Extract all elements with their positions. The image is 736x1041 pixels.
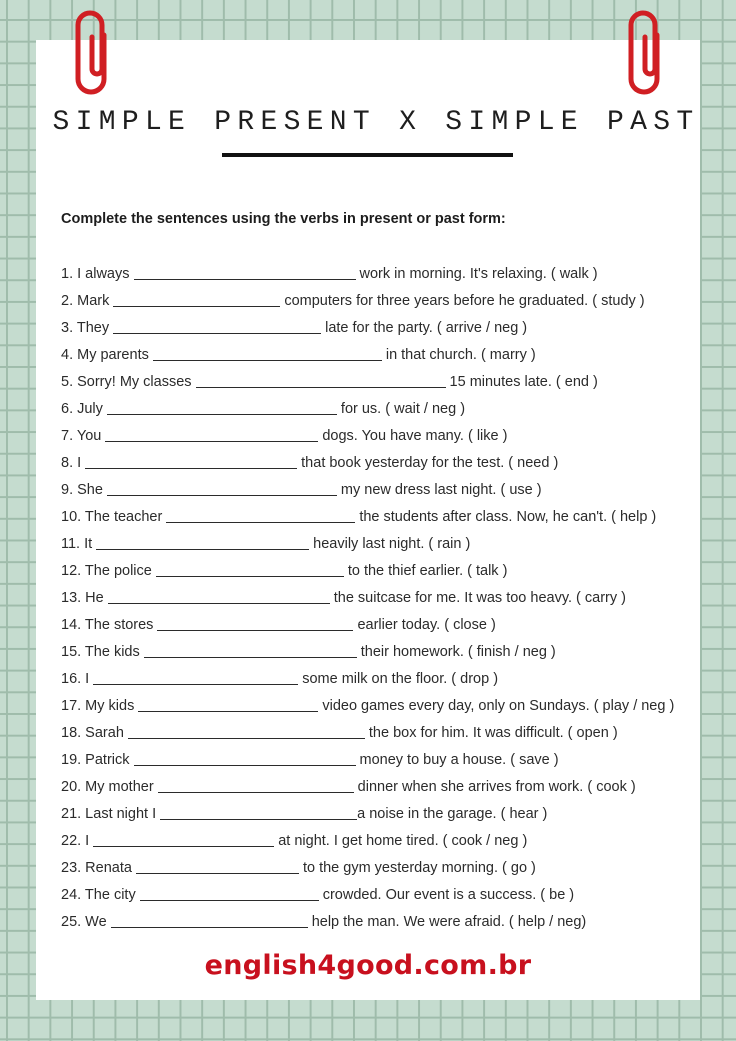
title-underline	[222, 153, 513, 157]
paperclip-icon	[70, 5, 116, 95]
exercise-item	[61, 399, 674, 426]
exercise-item	[61, 669, 674, 696]
answer-blank[interactable]	[113, 318, 321, 334]
sentence-end: the suitcase for me. It was too heavy. ( carry )	[333, 590, 626, 606]
sentence-start: 21. Last night I	[61, 806, 157, 822]
exercise-item	[61, 453, 674, 480]
sentence-end: at night. I get home tired. ( cook / neg )	[278, 833, 528, 849]
sentence-end: work in morning. It's relaxing. ( walk )	[359, 266, 598, 282]
sentence-start: 5. Sorry! My classes	[61, 374, 192, 390]
sentence-end: the box for him. It was difficult. ( open )	[368, 725, 618, 741]
sentence-end: that book yesterday for the test. ( need )	[301, 455, 559, 471]
sentence-start: 14. The stores	[61, 617, 154, 633]
page-title: SIMPLE PRESENT X SIMPLE PAST	[52, 107, 700, 138]
exercise-item	[61, 858, 674, 885]
sentence-end: some milk on the floor. ( drop )	[302, 671, 499, 687]
sentence-start: 7. You	[61, 428, 102, 444]
answer-blank[interactable]	[160, 804, 357, 820]
sentence-start: 18. Sarah	[61, 725, 124, 741]
answer-blank[interactable]	[108, 588, 330, 604]
sentence-end: dogs. You have many. ( like )	[322, 428, 508, 444]
exercise-item	[61, 885, 674, 912]
sentence-end: video games every day, only on Sundays. ( play / neg )	[322, 698, 675, 714]
sentence-start: 16. I	[61, 671, 90, 687]
sentence-start: 1. I always	[61, 266, 130, 282]
exercise-item	[61, 750, 674, 777]
exercise-item	[61, 507, 674, 534]
exercise-list	[61, 264, 674, 939]
sentence-start: 20. My mother	[61, 779, 154, 795]
exercise-item	[61, 426, 674, 453]
sentence-start: 4. My parents	[61, 347, 149, 363]
sentence-start: 2. Mark	[61, 293, 110, 309]
exercise-item	[61, 318, 674, 345]
answer-blank[interactable]	[134, 264, 356, 280]
answer-blank[interactable]	[144, 642, 357, 658]
sentence-start: 24. The city	[61, 887, 136, 903]
sentence-start: 11. It	[61, 536, 93, 552]
answer-blank[interactable]	[156, 561, 344, 577]
sentence-start: 13. He	[61, 590, 104, 606]
exercise-item	[61, 480, 674, 507]
answer-blank[interactable]	[85, 453, 297, 469]
answer-blank[interactable]	[107, 399, 337, 415]
sentence-end: my new dress last night. ( use )	[340, 482, 542, 498]
sentence-end: earlier today. ( close )	[357, 617, 496, 633]
sentence-end: their homework. ( finish / neg )	[360, 644, 556, 660]
answer-blank[interactable]	[157, 615, 353, 631]
sentence-end: to the gym yesterday morning. ( go )	[302, 860, 536, 876]
sentence-start: 12. The police	[61, 563, 152, 579]
exercise-item	[61, 831, 674, 858]
exercise-item	[61, 804, 674, 831]
exercise-item	[61, 372, 674, 399]
answer-blank[interactable]	[153, 345, 382, 361]
answer-blank[interactable]	[136, 858, 299, 874]
answer-blank[interactable]	[107, 480, 337, 496]
exercise-item	[61, 345, 674, 372]
exercise-item	[61, 291, 674, 318]
sentence-end: crowded. Our event is a success. ( be )	[322, 887, 575, 903]
exercise-item	[61, 615, 674, 642]
exercise-item	[61, 777, 674, 804]
answer-blank[interactable]	[166, 507, 355, 523]
answer-blank[interactable]	[128, 723, 365, 739]
paperclip-icon	[623, 5, 669, 95]
answer-blank[interactable]	[158, 777, 354, 793]
answer-blank[interactable]	[134, 750, 356, 766]
answer-blank[interactable]	[96, 534, 309, 550]
answer-blank[interactable]	[105, 426, 318, 442]
sentence-end: money to buy a house. ( save )	[359, 752, 559, 768]
sentence-end: the students after class. Now, he can't. ( help )	[359, 509, 657, 525]
sentence-end: a noise in the garage. ( hear )	[357, 806, 548, 822]
answer-blank[interactable]	[140, 885, 319, 901]
sentence-start: 8. I	[61, 455, 82, 471]
sentence-end: 15 minutes late. ( end )	[449, 374, 598, 390]
exercise-item	[61, 534, 674, 561]
sentence-end: late for the party. ( arrive / neg )	[325, 320, 528, 336]
exercise-item	[61, 696, 674, 723]
sentence-start: 23. Renata	[61, 860, 132, 876]
sentence-start: 17. My kids	[61, 698, 135, 714]
sentence-start: 10. The teacher	[61, 509, 163, 525]
answer-blank[interactable]	[138, 696, 318, 712]
sentence-start: 22. I	[61, 833, 90, 849]
sentence-end: computers for three years before he graduated. ( study )	[284, 293, 645, 309]
exercise-item	[61, 723, 674, 750]
answer-blank[interactable]	[93, 831, 274, 847]
sentence-start: 19. Patrick	[61, 752, 130, 768]
exercise-item	[61, 642, 674, 669]
sentence-start: 9. She	[61, 482, 103, 498]
answer-blank[interactable]	[113, 291, 280, 307]
answer-blank[interactable]	[93, 669, 298, 685]
sentence-end: in that church. ( marry )	[385, 347, 536, 363]
sentence-end: help the man. We were afraid. ( help / neg)	[311, 914, 587, 930]
answer-blank[interactable]	[111, 912, 308, 928]
sentence-end: to the thief earlier. ( talk )	[347, 563, 508, 579]
exercise-item	[61, 588, 674, 615]
sentence-start: 15. The kids	[61, 644, 140, 660]
sentence-end: heavily last night. ( rain )	[313, 536, 471, 552]
sentence-end: for us. ( wait / neg )	[340, 401, 466, 417]
exercise-item	[61, 561, 674, 588]
sentence-start: 3. They	[61, 320, 110, 336]
sentence-start: 6. July	[61, 401, 103, 417]
exercise-item	[61, 912, 674, 939]
sentence-end: dinner when she arrives from work. ( cook )	[357, 779, 636, 795]
sentence-start: 25. We	[61, 914, 107, 930]
footer-url: english4good.com.br	[204, 950, 532, 981]
exercise-item	[61, 264, 674, 291]
instructions: Complete the sentences using the verbs in present or past form:	[61, 211, 506, 227]
answer-blank[interactable]	[196, 372, 446, 388]
